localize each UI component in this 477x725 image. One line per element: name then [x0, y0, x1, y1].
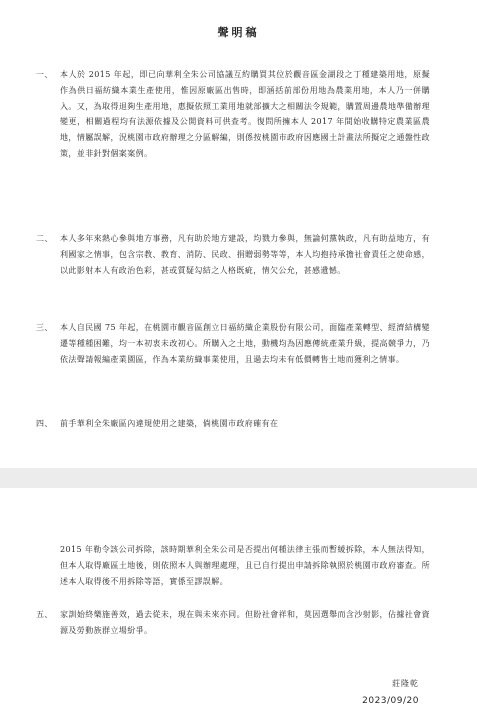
document-date: 2023/09/20	[362, 696, 419, 706]
paragraph-4-continuation	[60, 542, 430, 589]
paragraph-3	[36, 320, 430, 367]
paragraph-number: 五、	[36, 610, 53, 619]
paragraph-5	[36, 607, 430, 639]
paragraph-number: 三、	[36, 323, 53, 332]
paragraph-text: 本人於 2015 年起，即已向華利全朱公司協議互約購買其位於觀音區金湖段之丁種建築用地，原擬作為供日福紡織本業生產使用，惟因原廠區出售時，即涵括前部份用地為農業用地，本人乃一併購入。又，為取得退夠生產用地，惠擬依照工業用地就部擴大之相關法令規範，購置周邊農地準備辦理變更，相關過程均有法源依據及公開資料可供查考。復問所擁本人 2017 年間始收購特定農業區農地，情屬誤解，況桃園市政府辦理之分區解編，則係按桃園市政府因應國土計畫法所擬定之通盤性政策，並非針對個案案例。	[60, 70, 430, 158]
paragraph-4	[36, 416, 430, 432]
paragraph-1	[36, 67, 430, 162]
paragraph-text: 前手華利全朱廠區內違規使用之建築，倘桃園市政府確有在	[60, 419, 279, 428]
paragraph-number: 四、	[36, 419, 53, 428]
paragraph-number: 二、	[36, 234, 53, 243]
paragraph-text: 家訓始終樂施善效，過去從未，現在與未來亦同。但盼社會祥和，莫因選舉而含沙射影，佔據社會資源及勞動族群立場紛爭。	[60, 610, 430, 635]
signature: 莊隆乾	[392, 679, 419, 688]
paragraph-text: 本人多年來熱心參與地方事務，凡有助於地方建設，均戮力參與，無論何黨執政，凡有助益地方，有利國家之情事，包含宗教、教育、消防、民政、捐贈弱勢等等，本人均抱持承擔社會責任之使命感，以此影射本人有政治色彩，甚或質疑勾結之人格既疵，情欠公允，甚感遺憾。	[60, 234, 430, 275]
paragraph-number: 一、	[36, 70, 53, 79]
paragraph-text: 本人自民國 75 年起，在桃園市觀音區創立日福紡織企業股份有限公司，面臨產業轉型、經濟結構變遷等種種困難，均一本初衷未改初心。所購入之土地，動機均為因應傳統產業升級，提高競爭力，乃依法聲請報編產業園區，作為本業紡織事業使用，且過去均未有低價轉售土地而獲利之情事。	[60, 323, 430, 364]
document-title: 聲明稿	[217, 26, 260, 39]
paragraph-text: 2015 年勒令該公司拆除，該時期華利全朱公司是否提出何種法律主張而暫緩拆除，本人無法得知，但本人取得廠區土地後，則依照本人與辦理處理，且已自行提出申請拆除執照於桃園市政府審查。所述本人取得後不用拆除等語，實係至謬誤解。	[60, 545, 430, 586]
paragraph-2	[36, 231, 430, 278]
